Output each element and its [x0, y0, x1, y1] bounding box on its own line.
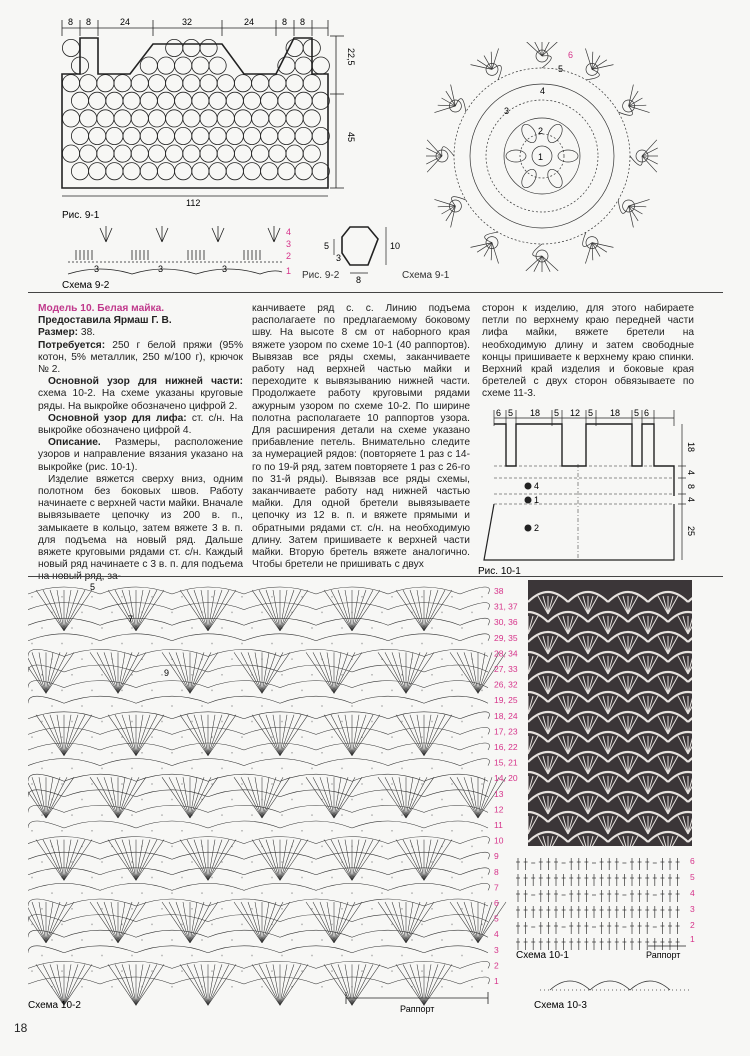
s92-row-4: 4 — [286, 227, 292, 237]
r101-side-18: 18 — [686, 442, 696, 453]
dim-top-4: 32 — [182, 17, 193, 27]
r101-dim-5: 12 — [570, 408, 581, 418]
top-divider — [28, 292, 723, 293]
s102-row-11: 16, 22 — [494, 742, 518, 752]
r101-side-8: 8 — [686, 484, 696, 490]
s102-row-21: 6 — [494, 898, 499, 908]
model-title: Модель 10. Белая майка. — [38, 303, 165, 314]
bodice-pattern-value: ст. с/н. На выкройке обозначено цифрой 4. — [38, 412, 243, 437]
s102-repeat-label: Раппорт — [400, 1004, 435, 1014]
need-label: Потребуется: — [38, 339, 106, 351]
caption-ris-10-1: Рис. 10-1 — [478, 566, 521, 576]
main-pattern-value: схема 10-2. На схеме указаны круговые ряды. На выкройке обозначено цифрой 2. — [38, 388, 243, 412]
s102-row-12: 15, 21 — [494, 757, 518, 768]
r101-dim-4: 5 — [554, 408, 560, 418]
r101-side-4a: 4 — [686, 470, 696, 476]
r101-dim-9: 6 — [644, 408, 650, 418]
s102-row-4: 29, 35 — [494, 632, 518, 643]
size-label: Размер: — [38, 327, 79, 339]
dim-side-1: 22,5 — [346, 48, 356, 66]
motif-ring-6: 6 — [568, 50, 574, 60]
s92-repeat-2: 3 — [158, 264, 164, 274]
s102-row-17: 10 — [494, 835, 504, 846]
s102-row-1: 38 — [494, 586, 504, 596]
motif-ring-3: 3 — [504, 106, 510, 116]
chain-count-9: 9 — [164, 668, 170, 678]
size-value: 38. — [78, 327, 96, 339]
s102-row-9: 18, 24 — [494, 710, 518, 721]
zone-label-1: 1 — [534, 495, 540, 505]
dim-bottom: 112 — [186, 198, 201, 208]
schema-9-1 — [420, 42, 670, 286]
s102-row-22: 5 — [494, 913, 499, 924]
s101-repeat-label: Раппорт — [646, 950, 681, 960]
motif-ring-5: 5 — [558, 64, 564, 74]
s102-row-10: 17, 23 — [494, 726, 518, 737]
s102-row-16: 11 — [494, 820, 503, 830]
s92-repeat-1: 3 — [94, 264, 100, 274]
instructions-p3: сторон к изделию, для этого набираете петли по верхнему краю передней части лифа майки, вяжете бретели на необходимую длину и затем свободные концы пришиваете к верхнему краю спинки. Верхний край изделия и боковые края бретелей с двух сторон обвязываете по схеме 11-3. — [482, 303, 694, 400]
caption-schema-10-3: Схема 10-3 — [534, 1000, 587, 1011]
dim-top-5: 24 — [244, 17, 255, 27]
s102-row-24: 3 — [494, 944, 499, 955]
chain-count-7: 7 — [128, 614, 134, 624]
bodice-pattern-label: Основной узор для лифа: — [48, 412, 187, 424]
zone-label-2: 2 — [534, 523, 540, 533]
description-label: Описание. — [48, 437, 101, 449]
r101-dim-7: 18 — [610, 408, 621, 418]
r92-dim-8: 8 — [356, 275, 362, 285]
motif-ring-1: 1 — [538, 152, 544, 162]
r101-dim-2: 5 — [508, 408, 514, 418]
dim-side-2: 45 — [346, 132, 356, 143]
text-column-1 — [38, 303, 243, 584]
instructions-p2: канчиваете ряд с. с. Линию подъема располагаете по предлагаемому боковому шву. На высоте 8 см от наборного края вяжете узором по схеме 10-1 (40 раппортов). Вывязав все ряды схемы, заканчиваете работу над верхней частью майки и переходите к вывязыванию нижней части. Продолжаете работу круговыми рядами ажурным узором по схеме 10-2. По ширине полотна располагаете 10 раппортов узора. Для расширения детали на схеме указано прибавление петель. Внимательно следите за нумерацией рядов: (повторяете 1 раз с 14-го по 19-й ряд, затем повторяете 1 раз с 26-го по 31-й ряды). Вывязав все ряды схемы, заканчиваете работу над нижней частью майки. Для одной бретели вывязываете цепочку из 12 в. п. и вяжете прямыми и обратными рядами ст. с/н. на необходимую длину. Затем пришиваете к верхней части майки. Вторую бретель вяжете аналогично. Чтобы бретели не пришивать с двух — [252, 303, 470, 571]
s102-row-5: 28, 34 — [494, 648, 518, 659]
r101-dim-1: 6 — [496, 408, 502, 418]
zone-label-4: 4 — [534, 481, 540, 491]
r92-dim-3: 3 — [336, 253, 342, 263]
s101-row-5: 5 — [690, 872, 695, 882]
s92-repeat-3: 3 — [222, 264, 228, 274]
motif-ring-2: 2 — [538, 126, 544, 136]
s101-row-2: 2 — [690, 920, 695, 930]
r101-dim-3: 18 — [530, 408, 541, 418]
schema-10-3 — [530, 966, 700, 1012]
s102-row-20: 7 — [494, 882, 499, 893]
caption-schema-9-2: Схема 9-2 — [62, 280, 110, 291]
r101-side-4b: 4 — [686, 497, 696, 503]
s92-row-1: 1 — [286, 266, 292, 276]
s102-row-13: 14, 20 — [494, 773, 518, 784]
s102-row-19: 8 — [494, 866, 499, 877]
s102-row-14: 13 — [494, 788, 504, 799]
figure-10-1 — [478, 404, 698, 576]
r92-dim-10: 10 — [390, 241, 401, 251]
s102-row-18: 9 — [494, 851, 499, 862]
s101-row-6: 6 — [690, 856, 695, 866]
dim-top-7: 8 — [300, 17, 306, 27]
s102-row-26: 1 — [494, 976, 499, 986]
caption-schema-10-1: Схема 10-1 — [516, 950, 569, 961]
mid-divider — [28, 576, 723, 577]
schema-10-1 — [510, 850, 710, 966]
s102-row-23: 4 — [494, 929, 499, 940]
schema-10-2 — [28, 578, 528, 1018]
figure-9-1 — [40, 6, 360, 220]
page-number: 18 — [14, 1021, 28, 1035]
dim-top-3: 24 — [120, 17, 131, 27]
caption-ris-9-1: Рис. 9-1 — [62, 210, 100, 220]
s102-row-3: 30, 36 — [494, 617, 518, 628]
s101-row-3: 3 — [690, 904, 695, 914]
description-value: Размеры, расположение узоров и направление вязания указано на выкройке (рис. 10-1). — [38, 437, 243, 473]
r101-dim-8: 5 — [634, 408, 640, 418]
text-column-3 — [482, 303, 694, 401]
s102-row-6: 27, 33 — [494, 664, 518, 674]
model-author: Предоставила Ярмаш Г. В. — [38, 315, 172, 327]
caption-ris-9-2: Рис. 9-2 — [302, 270, 340, 281]
dim-top-2: 8 — [86, 17, 92, 27]
caption-schema-10-2: Схема 10-2 — [28, 1000, 81, 1011]
lace-photo — [528, 580, 692, 846]
need-value: 250 г белой пряжи (95% котон, 5% металлик, 250 м/100 г), крючок № 2. — [38, 339, 243, 376]
s101-row-1: 1 — [690, 934, 695, 944]
r92-dim-5: 5 — [324, 241, 330, 251]
s102-row-15: 12 — [494, 804, 504, 815]
s92-row-3: 3 — [286, 239, 292, 249]
s102-row-7: 26, 32 — [494, 679, 518, 690]
main-pattern-label: Основной узор для нижней части: — [48, 376, 243, 388]
schema-9-2 — [60, 222, 300, 292]
instructions-p1: Изделие вяжется сверху вниз, одним полотном без боковых швов. Работу начинаете с верхней части майки. Вначале вывязываете цепочку из 200 в. п., замыкаете в кольцо, затем вяжете 3 в. п. для подъема на новый ряд. Дальше вяжете круговыми рядами ст. с/н. Каждый новый ряд начинаете с 3 в. п. для подъема на новый ряд, за- — [38, 473, 243, 583]
text-column-2 — [252, 303, 470, 571]
s101-row-4: 4 — [690, 888, 695, 898]
s92-row-2: 2 — [286, 251, 292, 261]
caption-schema-9-1: Схема 9-1 — [402, 270, 450, 281]
dim-top-1: 8 — [68, 17, 74, 27]
s102-row-2: 31, 37 — [494, 601, 518, 612]
motif-ring-4: 4 — [540, 86, 546, 96]
chain-count-5: 5 — [90, 582, 96, 592]
dim-top-6: 8 — [282, 17, 288, 27]
r101-side-25: 25 — [686, 526, 696, 537]
r101-dim-6: 5 — [588, 408, 594, 418]
s102-row-25: 2 — [494, 960, 499, 971]
s102-row-8: 19, 25 — [494, 695, 518, 706]
